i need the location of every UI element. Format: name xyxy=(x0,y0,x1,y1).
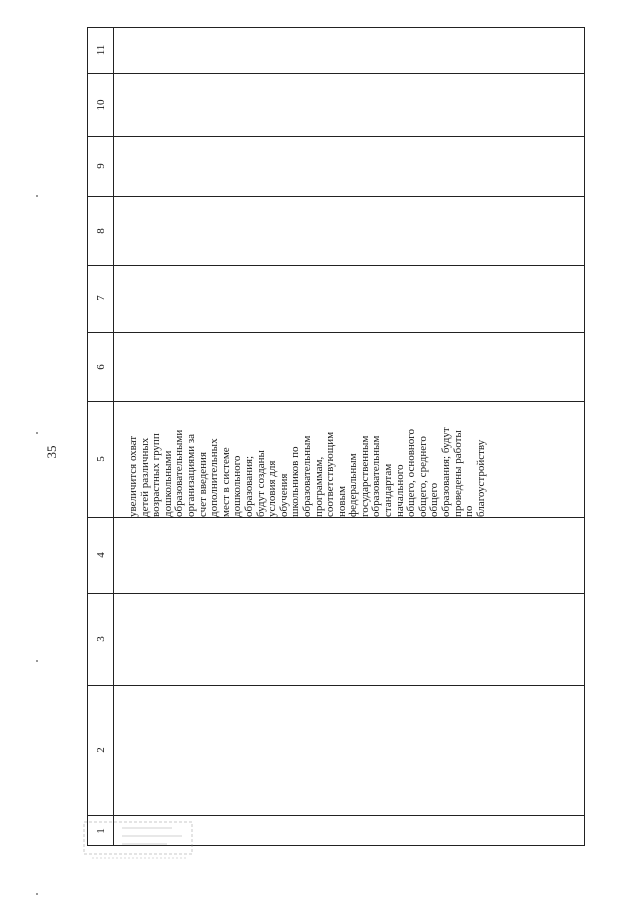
cell-line: федеральным xyxy=(347,453,360,517)
cell-line: общего xyxy=(428,482,441,517)
scan-speck xyxy=(36,195,38,197)
column-number-6: 6 xyxy=(95,364,107,370)
cell-line: детей различных xyxy=(138,437,151,517)
row-divider xyxy=(88,593,584,594)
column-number-2: 2 xyxy=(95,747,107,753)
column-number-5: 5 xyxy=(95,456,107,462)
column-5-cell-text xyxy=(128,400,578,517)
cell-line: стандартам xyxy=(382,463,395,517)
stamp-mark xyxy=(82,818,194,862)
row-divider xyxy=(88,332,584,333)
column-number-4: 4 xyxy=(95,552,107,558)
cell-line: возрастных групп xyxy=(150,433,163,517)
cell-line: образования; xyxy=(242,455,255,517)
column-number-7: 7 xyxy=(95,295,107,301)
cell-line: образовательным xyxy=(300,435,313,517)
column-number-10: 10 xyxy=(95,99,107,111)
cell-line: мест в системе xyxy=(219,447,232,517)
cell-line: образовательным xyxy=(370,435,383,517)
cell-line: государственным xyxy=(358,435,371,517)
cell-line: проведены работы xyxy=(451,430,464,517)
cell-line: новым xyxy=(335,486,348,517)
scan-speck xyxy=(36,893,38,895)
cell-line: счет введения xyxy=(196,451,209,517)
cell-line: программам, xyxy=(312,456,325,517)
row-divider xyxy=(88,815,584,816)
row-divider xyxy=(88,517,584,518)
cell-line: по xyxy=(463,505,476,517)
cell-line: увеличится охват xyxy=(127,435,139,517)
cell-line: благоустройству xyxy=(474,439,487,517)
page-number: 35 xyxy=(44,445,59,459)
cell-line: образовательными xyxy=(173,429,186,517)
scan-speck xyxy=(36,432,38,434)
cell-line: дошкольными xyxy=(161,450,174,517)
cell-line: дошкольного xyxy=(231,455,244,517)
cell-line: школьников по xyxy=(289,446,302,517)
column-number-9: 9 xyxy=(95,163,107,169)
column-number-1: 1 xyxy=(95,828,107,834)
column-number-3: 3 xyxy=(95,636,107,642)
cell-line: соответствующим xyxy=(324,431,337,517)
row-divider xyxy=(88,196,584,197)
row-divider xyxy=(88,136,584,137)
cell-line: образования; будут xyxy=(440,427,453,517)
row-divider xyxy=(88,685,584,686)
cell-line: обучения xyxy=(277,473,290,517)
column-number-8: 8 xyxy=(95,228,107,234)
cell-line: общего, основного xyxy=(405,428,418,517)
row-divider xyxy=(88,265,584,266)
row-divider xyxy=(88,73,584,74)
cell-line: организациями за xyxy=(184,433,197,517)
cell-line: начального xyxy=(393,464,406,517)
column-number-11: 11 xyxy=(95,44,107,56)
cell-line: общего, среднего xyxy=(416,436,429,517)
cell-line: условия для xyxy=(266,460,279,517)
column-number-header xyxy=(88,28,114,845)
cell-line: дополнительных xyxy=(208,438,221,517)
cell-line: будут созданы xyxy=(254,450,267,517)
scan-speck xyxy=(36,660,38,662)
